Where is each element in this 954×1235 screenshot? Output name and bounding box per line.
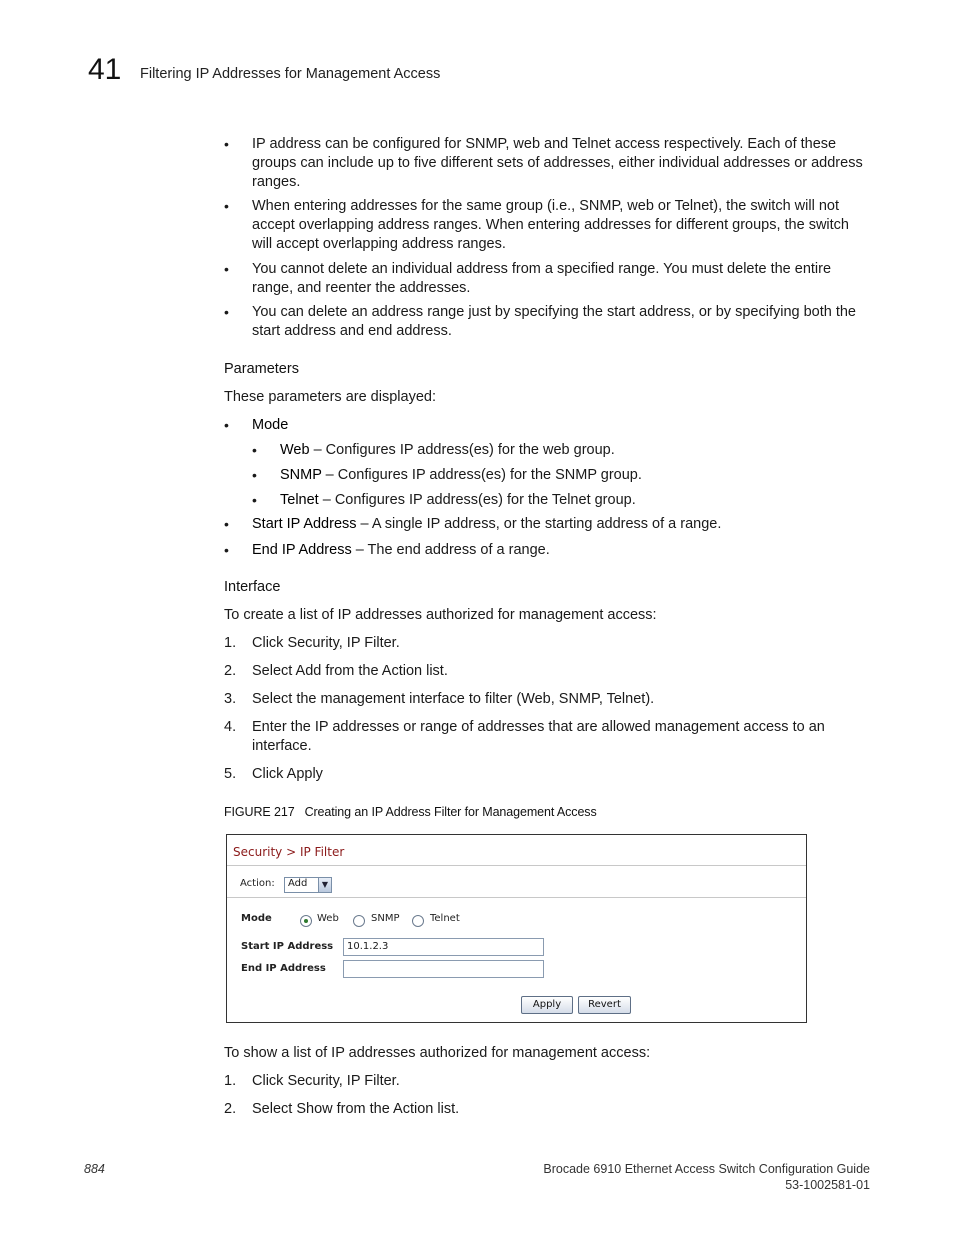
bullet-text: IP address can be configured for SNMP, web and Telnet access respectively. Each of these groups can include up to five different sets of addresses, either individual addresses or address ranges. (252, 136, 863, 190)
mode-option-telnet: Telnet (430, 913, 460, 924)
bullet-icon: • (224, 198, 229, 214)
bullet-icon: • (252, 467, 257, 483)
param-term: Start IP Address (252, 516, 357, 532)
chapter-title: Filtering IP Addresses for Management Access (140, 66, 441, 82)
bullet-icon: • (224, 516, 229, 532)
apply-button[interactable]: Apply (521, 996, 573, 1014)
bullet-icon: • (224, 261, 229, 277)
mode-radio-telnet[interactable] (412, 915, 424, 927)
parameters-heading: Parameters (224, 361, 299, 377)
start-ip-value: 10.1.2.3 (347, 941, 389, 952)
end-ip-input[interactable] (343, 960, 544, 978)
action-label: Action: (240, 878, 275, 889)
start-ip-label: Start IP Address (241, 941, 334, 952)
interface-heading: Interface (224, 579, 281, 595)
param-desc: – Configures IP address(es) for the Telnet group. (318, 492, 636, 508)
show-intro: To show a list of IP addresses authorized for management access: (224, 1045, 651, 1061)
interface-intro: To create a list of IP addresses authorized for management access: (224, 607, 657, 623)
step-text: Enter the IP addresses or range of addresses that are allowed management access to an interface. (252, 719, 825, 754)
param-term: Telnet (280, 492, 319, 508)
page-number: 884 (84, 1162, 105, 1176)
param-term: Web (280, 442, 310, 458)
action-select-value: Add (288, 878, 308, 889)
param-desc: – Configures IP address(es) for the SNMP group. (321, 467, 642, 483)
mode-option-web: Web (317, 913, 339, 924)
doc-id: 53-1002581-01 (785, 1178, 870, 1192)
figure-label: FIGURE 217 (224, 805, 295, 819)
start-ip-input[interactable] (343, 938, 544, 956)
mode-radio-web[interactable] (300, 915, 312, 927)
step-number: 1. (224, 635, 237, 651)
divider (227, 865, 806, 866)
figure-caption-text: Creating an IP Address Filter for Management Access (304, 805, 597, 819)
step-number: 2. (224, 1101, 237, 1117)
param-desc: – A single IP address, or the starting address of a range. (356, 516, 722, 532)
step-text: Select Add from the Action list. (252, 663, 448, 679)
bullet-icon: • (224, 136, 229, 152)
bullet-text: When entering addresses for the same group (i.e., SNMP, web or Telnet), the switch will not accept overlapping address ranges. When entering addresses for different groups, the switch will accept overlapping address ranges. (252, 198, 849, 252)
step-number: 4. (224, 719, 237, 735)
step-text: Select the management interface to filter (Web, SNMP, Telnet). (252, 691, 655, 707)
end-ip-label: End IP Address (241, 963, 326, 974)
divider (227, 897, 806, 898)
step-text: Click Security, IP Filter. (252, 635, 400, 651)
param-desc: – The end address of a range. (351, 542, 550, 558)
mode-label: Mode (241, 913, 272, 924)
bullet-icon: • (252, 442, 257, 458)
panel-title: Security > IP Filter (233, 845, 345, 859)
doc-title: Brocade 6910 Ethernet Access Switch Configuration Guide (543, 1162, 870, 1176)
step-number: 1. (224, 1073, 237, 1089)
step-text: Select Show from the Action list. (252, 1101, 460, 1117)
figure-caption (224, 803, 597, 822)
mode-option-snmp: SNMP (371, 913, 400, 924)
parameters-intro: These parameters are displayed: (224, 389, 436, 405)
mode-radio-snmp[interactable] (353, 915, 365, 927)
param-term: End IP Address (252, 542, 352, 558)
bullet-icon: • (252, 492, 257, 508)
chevron-down-icon: ▼ (318, 878, 331, 892)
step-number: 2. (224, 663, 237, 679)
ip-filter-screenshot (226, 834, 807, 1023)
step-text: Click Apply (252, 766, 323, 782)
bullet-text: You cannot delete an individual address from a specified range. You must delete the entire range, and reenter the addresses. (252, 261, 832, 296)
chapter-number: 41 (88, 53, 122, 86)
param-term: Mode (252, 417, 289, 433)
param-desc: – Configures IP address(es) for the web group. (309, 442, 615, 458)
step-text: Click Security, IP Filter. (252, 1073, 400, 1089)
param-term: SNMP (280, 467, 322, 483)
revert-button[interactable]: Revert (578, 996, 631, 1014)
bullet-icon: • (224, 542, 229, 558)
bullet-icon: • (224, 417, 229, 433)
bullet-text: You can delete an address range just by specifying the start address, or by specifying both the start address and end address. (252, 304, 857, 339)
step-number: 3. (224, 691, 237, 707)
step-number: 5. (224, 766, 237, 782)
bullet-icon: • (224, 304, 229, 320)
action-select[interactable] (284, 877, 332, 893)
